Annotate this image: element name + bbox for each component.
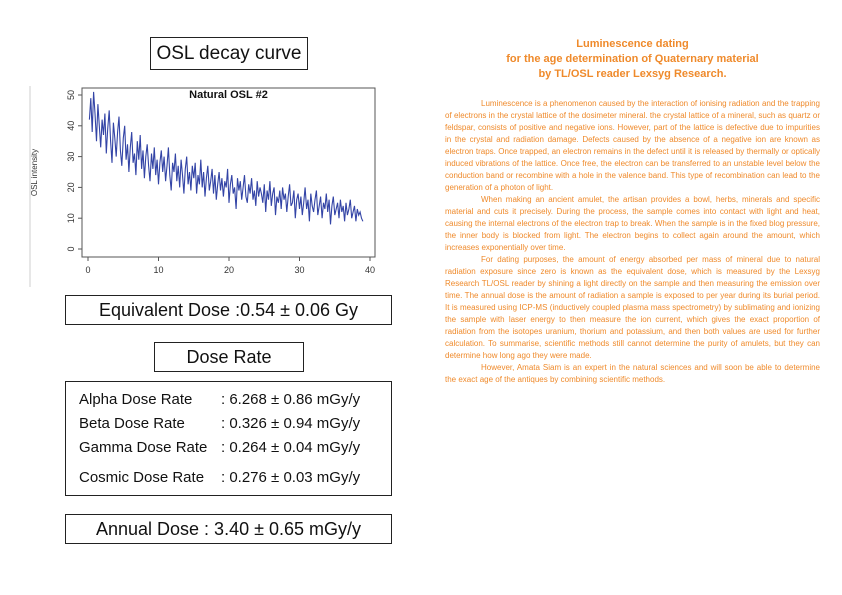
- rate-label: Cosmic Dose Rate: [79, 469, 205, 486]
- article-body: [445, 98, 820, 386]
- dose-rate-title-box: [154, 342, 304, 372]
- rate-row-gamma: [79, 439, 360, 459]
- article: [445, 37, 820, 386]
- article-paragraph: Luminescence is a phenomenon caused by the interaction of ionising radiation and the trapping of electrons in the crystal lattice of the dosimeter mineral. the crystal lattice of a mineral, such as quartz or feldspar, consists of positive and negative ions. However, part of the lattice is defective due to impurities in the crystal and radiation damage. Defects caused by the absence of a negative ion are known as electron traps. Once trapped, an electron remains in the defect until it is released by thermally or optically induced vibrations of the lattice. Once free, the electron can be transferred to an unstable level below the conduction band or recombine with a hole in the valence band. This type of recombination can lead to the generation of a photon of light.: [445, 99, 820, 192]
- annual-dose-box: [65, 514, 392, 544]
- y-tick-label: 30: [66, 151, 76, 162]
- article-paragraph: When making an ancient amulet, the artisan provides a bowl, herbs, minerals and specific material and cuts it precisely. During the process, the sample comes into contact with light and heat, causing the internal electrons of the electron trap to break. When the sample is in the fixed blog pressure, the inner body is blocked from light. The electron begins to collect again around the amount, which increases exponentially over time.: [445, 195, 820, 252]
- rate-label: Alpha Dose Rate: [79, 391, 193, 408]
- dose-rates-box: [65, 381, 392, 496]
- rate-row-alpha: [79, 391, 360, 411]
- rate-row-beta: [79, 415, 360, 435]
- article-title-line: by TL/OSL reader Lexsyg Research.: [538, 68, 727, 80]
- rate-value: : 0.264 ± 0.04 mGy/y: [221, 439, 361, 456]
- chart-title: OSL decay curve: [156, 42, 302, 64]
- y-tick-label: 50: [66, 89, 76, 101]
- series-line: [89, 92, 363, 225]
- x-tick-label: 20: [223, 265, 235, 275]
- article-title: [445, 37, 820, 82]
- rate-value: : 0.276 ± 0.03 mGy/y: [221, 469, 361, 486]
- y-tick-label: 40: [66, 120, 76, 131]
- article-paragraph: However, Amata Siam is an expert in the natural sciences and will soon be able to determine the exact age of the antiques by combining scientific methods.: [445, 363, 820, 384]
- rate-row-cosmic: [79, 469, 360, 489]
- y-tick-label: 10: [66, 213, 76, 224]
- plot-frame: [82, 88, 375, 257]
- dose-rate-title: Dose Rate: [186, 346, 272, 367]
- article-paragraph: For dating purposes, the amount of energy absorbed per mass of mineral due to natural radiation exposure since zero is known as the equivalent dose, which is measured by the Lexsyg Research TL/OSL reader by shining a light directly on the sample and then measuring the emission over time. The annual dose is the amount of radiation a sample is exposed to per year during its burial period. It is measured using ICP-MS (inductively coupled plasma mass spectrometry) by sublimating and ionizing the sample with laser energy to then measure the ion current, which gives the exact proportion of radiation from the isotopes uranium, thorium and potassium, and then both values are used for further calculation. To summarise, scientific methods still cannot determine the purity of amulets, but they can determine how long ago they were made.: [445, 255, 820, 360]
- article-title-line: for the age determination of Quaternary material: [506, 53, 759, 65]
- rate-label: Gamma Dose Rate: [79, 439, 208, 456]
- equivalent-dose-box: [65, 295, 392, 325]
- y-axis-label: OSL intensity: [30, 148, 39, 197]
- osl-chart: [25, 82, 395, 292]
- x-tick-label: 40: [364, 265, 376, 275]
- y-tick-label: 0: [66, 246, 76, 252]
- article-title-line: Luminescence dating: [576, 38, 689, 50]
- x-tick-label: 10: [153, 265, 164, 275]
- x-tick-label: 0: [85, 265, 91, 275]
- plot-title: Natural OSL #2: [189, 89, 268, 101]
- x-tick-label: 30: [294, 265, 305, 275]
- rate-value: : 6.268 ± 0.86 mGy/y: [221, 391, 361, 408]
- y-tick-label: 20: [66, 182, 76, 193]
- equivalent-dose-text: Equivalent Dose :0.54 ± 0.06 Gy: [98, 299, 359, 320]
- annual-dose-text: Annual Dose : 3.40 ± 0.65 mGy/y: [95, 518, 362, 539]
- rate-value: : 0.326 ± 0.94 mGy/y: [221, 415, 361, 432]
- chart-title-box: [150, 37, 308, 70]
- rate-label: Beta Dose Rate: [79, 415, 185, 432]
